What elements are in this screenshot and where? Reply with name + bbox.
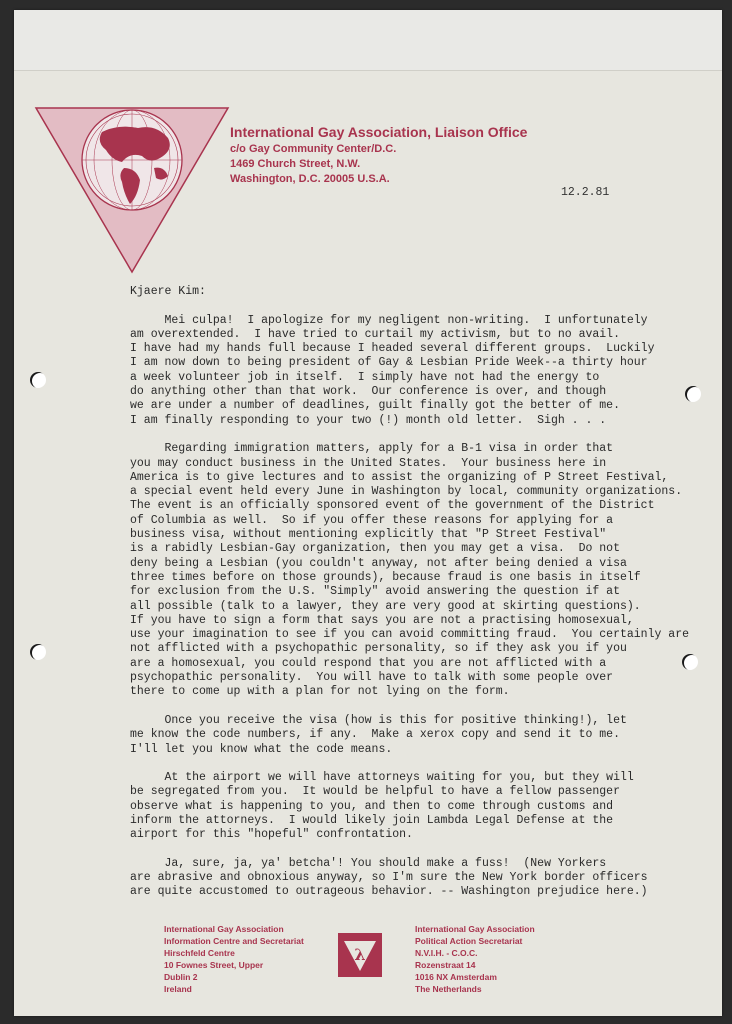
text-line: of Columbia as well. So if you offer these reasons for applying for a	[130, 513, 614, 527]
text-line: there to come up with a plan for not lying on the form.	[130, 685, 510, 699]
text-line: At the airport we will have attorneys waiting for you, but they will	[130, 771, 634, 785]
text-line: are abrasive and obnoxious anyway, so I'm sure the New York border officers	[130, 871, 648, 885]
text-line: deny being a Lesbian (you couldn't anyway, not after being denied a visa	[130, 556, 627, 570]
paragraph	[130, 714, 720, 757]
text-line: use your imagination to see if you can avoid committing fraud. You certainly are	[130, 628, 689, 642]
footer-line: The Netherlands	[415, 984, 482, 994]
footer-line: Rozenstraat 14	[415, 960, 476, 970]
footer-line: N.V.I.H. - C.O.C.	[415, 948, 478, 958]
footer-line: Dublin 2	[164, 972, 198, 982]
letterhead-address-line: 1469 Church Street, N.W.	[230, 158, 361, 170]
lambda-triangle-icon	[337, 932, 383, 983]
text-line: three times before on those grounds), because fraud is one basis in itself	[130, 570, 641, 584]
page-top-strip	[14, 10, 722, 71]
text-line: I am finally responding to your two (!) month old letter. Sigh . . .	[130, 413, 607, 427]
footer-line: 1016 NX Amsterdam	[415, 972, 497, 982]
footer-line: Information Centre and Secretariat	[164, 936, 304, 946]
text-line: business visa, without mentioning explicitly that "P Street Festival"	[130, 528, 607, 542]
text-line: I'll let you know what the code means.	[130, 742, 393, 756]
paragraph	[130, 857, 720, 900]
lambda-symbol: λ	[354, 945, 366, 964]
paragraph	[130, 771, 720, 842]
paragraph	[130, 442, 720, 699]
text-line: The event is an officially sponsored event of the government of the District	[130, 499, 655, 513]
footer-right-address	[415, 923, 535, 995]
text-line: inform the attorneys. I would likely join Lambda Legal Defense at the	[130, 813, 614, 827]
salutation: Kjaere Kim:	[130, 285, 206, 298]
footer-line: Hirschfeld Centre	[164, 948, 235, 958]
footer-line: International Gay Association	[415, 924, 535, 934]
text-line: If you have to sign a form that says you are not a practising homosexual,	[130, 613, 634, 627]
paragraph	[130, 314, 720, 428]
text-line: Regarding immigration matters, apply for a B-1 visa in order that	[130, 442, 614, 456]
footer-line: Ireland	[164, 984, 192, 994]
text-line: is a rabidly Lesbian-Gay organization, then you may get a visa. Do not	[130, 542, 620, 556]
text-line: I am now down to being president of Gay & Lesbian Pride Week--a thirty hour	[130, 356, 648, 370]
text-line: you may conduct business in the United States. Your business here in	[130, 456, 607, 470]
text-line: are quite accustomed to outrageous behavior. -- Washington prejudice here.)	[130, 885, 648, 899]
text-line: all possible (talk to a lawyer, they are very good at skirting questions).	[130, 599, 641, 613]
footer-left-address	[164, 923, 304, 995]
text-line: not afflicted with a psychopathic personality, so if they ask you if you	[130, 642, 627, 656]
footer-line: Political Action Secretariat	[415, 936, 523, 946]
text-line: I have had my hands full because I headed several different groups. Luckily	[130, 342, 655, 356]
text-line: are a homosexual, you could respond that you are not afflicted with a	[130, 656, 607, 670]
text-line: do anything other than that work. Our conference is over, and though	[130, 385, 607, 399]
footer-line: International Gay Association	[164, 924, 284, 934]
letterhead-address-line: Washington, D.C. 20005 U.S.A.	[230, 173, 390, 185]
text-line: for exclusion from the U.S. "Simply" avoid answering the question if at	[130, 585, 620, 599]
text-line: Ja, sure, ja, ya' betcha'! You should make a fuss! (New Yorkers	[130, 856, 607, 870]
text-line: airport for this "hopeful" confrontation.	[130, 828, 413, 842]
text-line: am overextended. I have tried to curtail my activism, but to no avail.	[130, 327, 620, 341]
text-line: be segregated from you. It would be helpful to have a fellow passenger	[130, 785, 620, 799]
letter-body	[130, 285, 720, 900]
text-line: observe what is happening to you, and then to come through customs and	[130, 799, 614, 813]
text-line: Once you receive the visa (how is this for positive thinking!), let	[130, 713, 627, 727]
text-line: a week volunteer job in itself. I simply have not had the energy to	[130, 370, 600, 384]
footer-line: 10 Fownes Street, Upper	[164, 960, 264, 970]
letterhead-organization: International Gay Association, Liaison Office	[230, 124, 528, 140]
punch-hole	[30, 372, 46, 388]
text-line: we are under a number of deadlines, guilt finally got the better of me.	[130, 399, 620, 413]
text-line: me know the code numbers, if any. Make a xerox copy and send it to me.	[130, 728, 620, 742]
punch-hole	[30, 644, 46, 660]
text-line: Mei culpa! I apologize for my negligent non-writing. I unfortunately	[130, 313, 648, 327]
globe-triangle-icon	[34, 106, 230, 281]
letterhead	[230, 122, 527, 187]
letterhead-address-line: c/o Gay Community Center/D.C.	[230, 143, 397, 155]
text-line: psychopathic personality. You will have to talk with some people over	[130, 671, 614, 685]
letter-sheet	[14, 10, 722, 1016]
text-line: a special event held every June in Washington by local, community organizations.	[130, 485, 683, 499]
letter-date: 12.2.81	[561, 186, 610, 199]
text-line: America is to give lectures and to assist the organizing of P Street Festival,	[130, 470, 669, 484]
